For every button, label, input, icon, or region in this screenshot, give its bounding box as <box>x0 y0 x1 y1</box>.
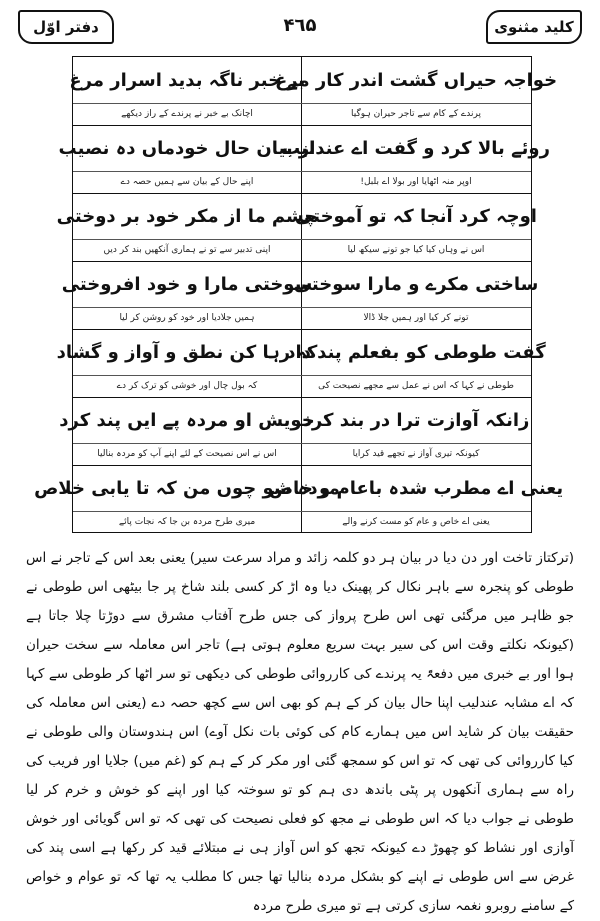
verse-left-hemistich: مردہ شو چوں من کہ تا یابی خلاص <box>34 477 340 499</box>
translation-right: اوپر منہ اٹھایا اور بولا اے بلبل! <box>360 177 472 187</box>
translation-right: پرندے کے کام سے تاجر حیران ہوگیا <box>351 109 481 119</box>
translation-divider <box>73 103 531 104</box>
verse-right-hemistich: روئے بالا کرد و گفت اے عندلیب <box>282 137 550 159</box>
translation-left: اپنے حال کے بیان سے ہمیں حصہ دے <box>120 177 254 187</box>
translation-right: طوطی نے کہا کہ اس نے عمل سے مجھے نصیحت کی <box>318 381 514 391</box>
translation-left: ہمیں جلادیا اور خود کو روشن کر لیا <box>119 313 255 323</box>
translation-right: یعنی اے خاص و عام کو مست کرنے والے <box>342 517 490 527</box>
translation-left: اپنی تدبیر سے تو نے ہماری آنکھیں بند کر دیں <box>103 245 271 255</box>
translation-divider <box>73 511 531 512</box>
verse-right-hemistich: زانکہ آوازت ترا در بند کرد <box>302 409 530 431</box>
translation-left: میری طرح مردہ بن جا کہ نجات پائے <box>118 517 256 527</box>
verse-right-hemistich: گفت طوطی کو بفعلم پند داد <box>286 341 546 363</box>
page-number: ۴٦۵ <box>283 14 317 36</box>
translation-divider <box>73 375 531 376</box>
translation-divider <box>73 239 531 240</box>
verse-right-hemistich: اوچہ کرد آنجا کہ تو آموختی <box>295 205 537 227</box>
verse-left-hemistich: بے خبر ناگہ بدید اسرار مرغ <box>69 69 305 91</box>
verse-table <box>34 56 564 533</box>
verse-left-hemistich: خویش او مردہ پے ایں پند کرد <box>59 409 315 431</box>
translation-left: اچانک بے خبر نے پرندے کے راز دیکھے <box>121 109 253 119</box>
commentary-text <box>26 544 574 921</box>
translation-divider <box>73 307 531 308</box>
verse-right-hemistich: خواجہ حیراں گشت اندر کار مرغ <box>274 69 558 91</box>
translation-right: کیونکہ تیری آواز نے تجھے قید کرایا <box>352 449 480 459</box>
column-divider <box>301 57 302 532</box>
verse-left-hemistich: سوختی مارا و خود افروختی <box>61 273 313 295</box>
book-title-label: کلید مثنوی <box>486 10 582 44</box>
verse-right-hemistich: ساختی مکرے و مارا سوختی <box>293 273 539 295</box>
translation-left: کہ بول چال اور خوشی کو ترک کر دے <box>116 381 258 391</box>
verse-left-hemistich: چشم ما از مکر خود بر دوختی <box>56 205 318 227</box>
verse-left-hemistich: کہ رہا کن نطق و آواز و گشاد <box>56 341 318 363</box>
translation-right: اس نے وہاں کیا کیا جو تونے سیکھ لیا <box>347 245 485 255</box>
volume-label: دفتر اوّل <box>18 10 114 44</box>
translation-divider <box>73 171 531 172</box>
translation-left: اس نے اس نصیحت کے لئے اپنے آپ کو مردہ بنالیا <box>97 449 277 459</box>
verse-left-hemistich: از بیان حال خودماں دہ نصیب <box>58 137 316 159</box>
verse-right-hemistich: یعنی اے مطرب شدہ باعام و خاص <box>268 477 564 499</box>
commentary-paragraph: (ترکتاز تاخت اور دن دیا در بیان ہر دو کلمہ زائد و مراد سرعت سیر) یعنی بعد اس کے تاجر نے اس طوطی کو پنجرہ سے باہر نکال کر پھینک دیا وہ اڑ کر کسی بلند شاخ پر جا بیٹھی اس طوطی نے جو ظاہر میں مرگئی تھی اس طرح پرواز کی جس طرح آفتاب مشرق سے دوڑتا چلا جاتا ہے (کیونکہ نکلتے وقت اس کی سیر بہت سریع معلوم ہوتی ہے) تاجر اس معاملہ سے سخت حیران ہوا اور بے خبری میں دفعۃً یہ پرندے کی کارروائی طوطی کی دیکھی تو سر اٹھا کر طوطی سے کہا کہ اے مشابہ عندلیب اپنا حال بیان کر کے ہم کو بھی اس سے کچھ حصہ دے (یعنی اس معاملہ کی حقیقت بیان کر شاید اس میں ہمارے کام کی کوئی بات نکل آوے) اس ہندوستان والی طوطی نے کیا کارروائی کی تھی کہ تو اس کو سمجھ گئی اور مکر کر کے ہم کو (غم میں) جلایا اور فریب کی راہ سے ہماری آنکھوں پر پٹی باندھ دی ہم کو تو سوختہ کیا اور اپنے کو خوش و خرم کر لیا طوطی نے جواب دیا کہ اس طوطی نے مجھ کو فعلی نصیحت کی تھی کہ تو اس گویائی اور خوش آوازی اور نشاط کو چھوڑ دے کیونکہ تجھ کو اس آواز ہی نے مبتلائے قید کر رکھا ہے اسی پند کی غرض سے اس طوطی نے اپنے کو بشکل مردہ بنالیا تھا جس کا مطلب یہ تھا کہ تو عوام و خواص کے سامنے روبرو نغمہ سازی کرتی ہے تو میری طرح مردہ <box>26 550 574 914</box>
translation-divider <box>73 443 531 444</box>
translation-right: تونے کر کیا اور ہمیں جلا ڈالا <box>363 313 469 323</box>
